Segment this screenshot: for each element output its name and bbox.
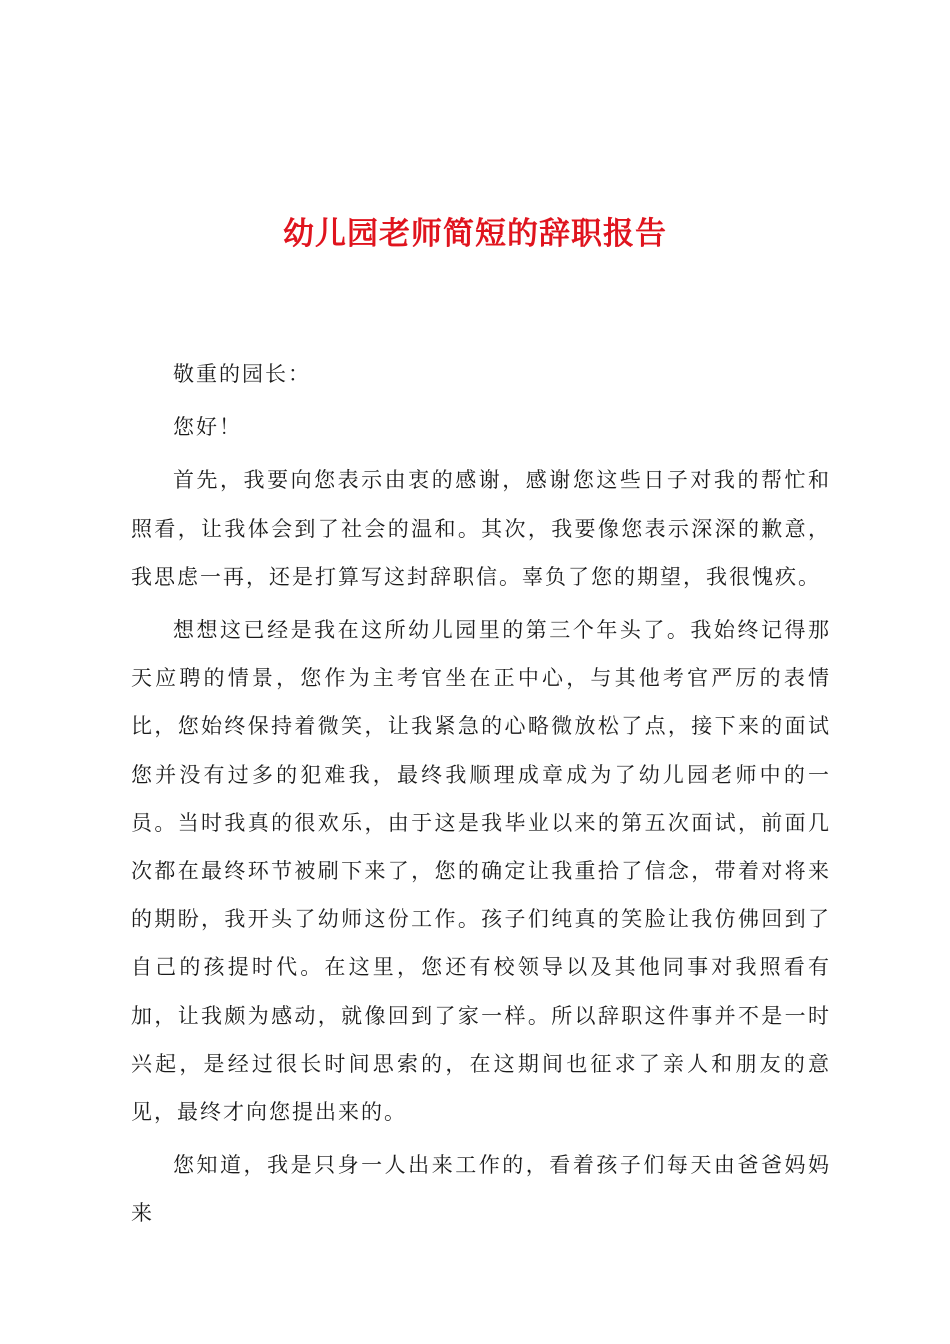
greeting: 您好！	[173, 415, 242, 440]
paragraph-2: 想想这已经是我在这所幼儿园里的第三个年头了。我始终记得那天应聘的情景，您作为主考官坐在正中心，与其他考官严厉的表情比，您始终保持着微笑，让我紧急的心略微放松了点，接下来的面试您并没有过多的犯难我，最终我顺理成章成为了幼儿园老师中的一员。当时我真的很欢乐，由于这是我毕业以来的第五次面试，前面几次都在最终环节被刷下来了，您的确定让我重拾了信念，带着对将来的期盼，我开头了幼师这份工作。孩子们纯真的笑脸让我仿佛回到了自己的孩提时代。在这里，您还有校领导以及其他同事对我照看有加，让我颇为感动，就像回到了家一样。所以辞职这件事并不是一时兴起，是经过很长时间思索的，在这期间也征求了亲人和朋友的意见，最终才向您提出来的。	[131, 618, 831, 1125]
paragraph-1: 首先，我要向您表示由衷的感谢，感谢您这些日子对我的帮忙和照看，让我体会到了社会的温和。其次，我要像您表示深深的歉意，我思虑一再，还是打算写这封辞职信。辜负了您的期望，我很愧疚。	[131, 468, 831, 589]
document-title: 幼儿园老师简短的辞职报告	[283, 216, 667, 252]
paragraph-3: 您知道，我是只身一人出来工作的，看着孩子们每天由爸爸妈妈来	[131, 1153, 831, 1226]
salutation: 敬重的园长：	[173, 362, 311, 386]
letter-body	[131, 350, 831, 1238]
